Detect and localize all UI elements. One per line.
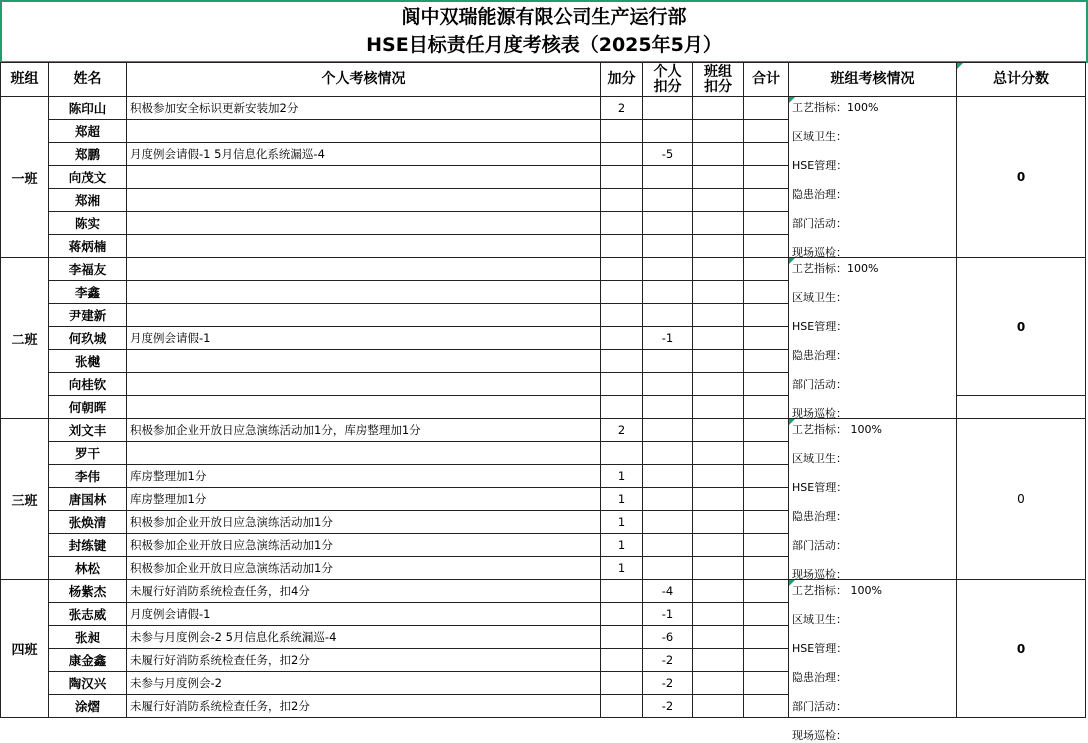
personal-deduct-cell[interactable] [643, 120, 693, 143]
add-score-cell[interactable] [601, 212, 643, 235]
team-check-cell[interactable] [789, 97, 957, 258]
add-score-cell[interactable]: 1 [601, 557, 643, 580]
sum-cell[interactable] [744, 350, 789, 373]
team-cell: 四班 [0, 580, 49, 718]
situation-cell[interactable]: 积极参加企业开放日应急演练活动加1分，库房整理加1分 [127, 419, 601, 442]
team-check-line: 现场巡检： [792, 407, 847, 420]
personal-deduct-cell[interactable] [643, 304, 693, 327]
total-score-cell[interactable]: 0 [957, 97, 1086, 258]
sum-cell[interactable] [744, 396, 789, 419]
member-name: 陈印山 [49, 97, 127, 120]
total-score-cell[interactable]: 0 [957, 419, 1086, 580]
member-name: 罗干 [49, 442, 127, 465]
team-deduct-cell[interactable] [693, 603, 744, 626]
team-check-cell[interactable] [789, 580, 957, 742]
team-check-line: HSE管理： [792, 481, 848, 494]
add-score-cell[interactable] [601, 373, 643, 396]
header-total [957, 62, 1086, 97]
sum-cell[interactable] [744, 557, 789, 580]
personal-deduct-cell[interactable]: -2 [643, 695, 693, 718]
member-name: 林松 [49, 557, 127, 580]
member-name: 蒋炳楠 [49, 235, 127, 258]
sum-cell[interactable] [744, 442, 789, 465]
member-name: 李鑫 [49, 281, 127, 304]
team-check-line: 工艺指标：100% [792, 101, 879, 114]
title-line-1: 阆中双瑞能源有限公司生产运行部 [401, 6, 687, 28]
sum-cell[interactable] [744, 235, 789, 258]
sum-cell[interactable] [744, 212, 789, 235]
personal-deduct-cell[interactable] [643, 465, 693, 488]
team-deduct-cell[interactable] [693, 212, 744, 235]
member-name: 康金鑫 [49, 649, 127, 672]
member-name: 尹建新 [49, 304, 127, 327]
personal-deduct-cell[interactable] [643, 350, 693, 373]
situation-cell[interactable] [127, 235, 601, 258]
team-deduct-cell[interactable] [693, 442, 744, 465]
add-score-cell[interactable] [601, 281, 643, 304]
personal-deduct-cell[interactable]: -2 [643, 649, 693, 672]
personal-deduct-cell[interactable]: -4 [643, 580, 693, 603]
personal-deduct-cell[interactable]: -6 [643, 626, 693, 649]
team-check-line: 现场巡检： [792, 568, 847, 581]
personal-deduct-cell[interactable]: -1 [643, 327, 693, 350]
personal-deduct-cell[interactable] [643, 511, 693, 534]
member-name: 李伟 [49, 465, 127, 488]
team-check-line: 区域卫生： [792, 613, 847, 626]
member-name: 陶汉兴 [49, 672, 127, 695]
add-score-cell[interactable] [601, 396, 643, 419]
total-score-extra-cell[interactable] [957, 396, 1086, 419]
add-score-cell[interactable] [601, 626, 643, 649]
situation-cell[interactable] [127, 120, 601, 143]
header-personal-deduct: 个人扣分 [643, 62, 693, 97]
header-team-deduct: 班组扣分 [693, 62, 744, 97]
total-score-cell[interactable]: 0 [957, 258, 1086, 396]
team-deduct-cell[interactable] [693, 97, 744, 120]
sum-cell[interactable] [744, 327, 789, 350]
situation-cell[interactable] [127, 442, 601, 465]
team-check-line: 现场巡检： [792, 246, 847, 259]
situation-cell[interactable]: 积极参加企业开放日应急演练活动加1分 [127, 511, 601, 534]
sum-cell[interactable] [744, 465, 789, 488]
add-score-cell[interactable]: 1 [601, 488, 643, 511]
situation-cell[interactable]: 月度例会请假-1 [127, 327, 601, 350]
personal-deduct-cell[interactable] [643, 557, 693, 580]
situation-cell[interactable]: 积极参加企业开放日应急演练活动加1分 [127, 534, 601, 557]
team-deduct-cell[interactable] [693, 189, 744, 212]
team-check-line: 隐患治理： [792, 671, 847, 684]
sum-cell[interactable] [744, 304, 789, 327]
member-name: 张昶 [49, 626, 127, 649]
situation-cell[interactable]: 未参与月度例会-2 [127, 672, 601, 695]
situation-cell[interactable] [127, 304, 601, 327]
team-deduct-cell[interactable] [693, 626, 744, 649]
member-name: 涂熠 [49, 695, 127, 718]
team-deduct-cell[interactable] [693, 396, 744, 419]
team-cell: 二班 [0, 258, 49, 419]
add-score-cell[interactable]: 1 [601, 534, 643, 557]
header-add: 加分 [601, 62, 643, 97]
team-deduct-cell[interactable] [693, 350, 744, 373]
member-name: 封练键 [49, 534, 127, 557]
team-check-line: 现场巡检： [792, 729, 847, 742]
add-score-cell[interactable] [601, 649, 643, 672]
team-deduct-cell[interactable] [693, 373, 744, 396]
team-deduct-cell[interactable] [693, 557, 744, 580]
member-name: 唐国林 [49, 488, 127, 511]
team-check-line: 部门活动： [792, 700, 847, 713]
personal-deduct-cell[interactable]: -1 [643, 603, 693, 626]
add-score-cell[interactable] [601, 442, 643, 465]
sum-cell[interactable] [744, 166, 789, 189]
sum-cell[interactable] [744, 281, 789, 304]
member-name: 郑超 [49, 120, 127, 143]
member-name: 杨紫杰 [49, 580, 127, 603]
team-deduct-cell[interactable] [693, 143, 744, 166]
team-deduct-cell[interactable] [693, 304, 744, 327]
member-name: 张樾 [49, 350, 127, 373]
member-name: 陈实 [49, 212, 127, 235]
team-check-line: 区域卫生： [792, 291, 847, 304]
situation-cell[interactable] [127, 350, 601, 373]
header-total-label: 总计分数 [993, 71, 1049, 87]
header-sum: 合计 [744, 62, 789, 97]
add-score-cell[interactable] [601, 580, 643, 603]
total-score-cell[interactable]: 0 [957, 580, 1086, 718]
team-check-line: 隐患治理： [792, 510, 847, 523]
team-check-line: HSE管理： [792, 320, 848, 333]
team-check-line: 区域卫生： [792, 452, 847, 465]
team-check-line: 区域卫生： [792, 130, 847, 143]
personal-deduct-cell[interactable] [643, 373, 693, 396]
team-deduct-cell[interactable] [693, 580, 744, 603]
add-score-cell[interactable] [601, 143, 643, 166]
situation-cell[interactable] [127, 396, 601, 419]
situation-cell[interactable]: 未参与月度例会-2 5月信息化系统漏巡-4 [127, 626, 601, 649]
sum-cell[interactable] [744, 580, 789, 603]
sum-cell[interactable] [744, 97, 789, 120]
personal-deduct-cell[interactable] [643, 419, 693, 442]
team-check-line: 工艺指标：100% [792, 262, 879, 275]
team-deduct-cell[interactable] [693, 649, 744, 672]
member-name: 向茂文 [49, 166, 127, 189]
team-check-line: 部门活动： [792, 378, 847, 391]
personal-deduct-cell[interactable] [643, 166, 693, 189]
situation-cell[interactable]: 未履行好消防系统检查任务，扣4分 [127, 580, 601, 603]
personal-deduct-cell[interactable] [643, 97, 693, 120]
personal-deduct-cell[interactable] [643, 212, 693, 235]
team-deduct-cell[interactable] [693, 281, 744, 304]
member-name: 何朝晖 [49, 396, 127, 419]
team-deduct-cell[interactable] [693, 534, 744, 557]
situation-cell[interactable]: 积极参加企业开放日应急演练活动加1分 [127, 557, 601, 580]
sum-cell[interactable] [744, 511, 789, 534]
situation-cell[interactable] [127, 281, 601, 304]
situation-cell[interactable] [127, 373, 601, 396]
header-name: 姓名 [49, 62, 127, 97]
situation-cell[interactable]: 积极参加安全标识更新安装加2分 [127, 97, 601, 120]
team-deduct-cell[interactable] [693, 166, 744, 189]
personal-deduct-cell[interactable] [643, 396, 693, 419]
team-deduct-cell[interactable] [693, 511, 744, 534]
add-score-cell[interactable]: 1 [601, 465, 643, 488]
sum-cell[interactable] [744, 695, 789, 718]
add-score-cell[interactable]: 1 [601, 511, 643, 534]
situation-cell[interactable]: 月度例会请假-1 5月信息化系统漏巡-4 [127, 143, 601, 166]
add-score-cell[interactable] [601, 603, 643, 626]
header-situation: 个人考核情况 [127, 62, 601, 97]
situation-cell[interactable]: 未履行好消防系统检查任务，扣2分 [127, 695, 601, 718]
team-deduct-cell[interactable] [693, 672, 744, 695]
comment-marker-icon [957, 63, 963, 69]
add-score-cell[interactable] [601, 235, 643, 258]
add-score-cell[interactable] [601, 672, 643, 695]
sum-cell[interactable] [744, 534, 789, 557]
add-score-cell[interactable]: 2 [601, 97, 643, 120]
sum-cell[interactable] [744, 488, 789, 511]
situation-cell[interactable] [127, 258, 601, 281]
team-check-line: HSE管理： [792, 642, 848, 655]
member-name: 何玖城 [49, 327, 127, 350]
situation-cell[interactable] [127, 189, 601, 212]
add-score-cell[interactable]: 2 [601, 419, 643, 442]
sum-cell[interactable] [744, 258, 789, 281]
team-deduct-cell[interactable] [693, 327, 744, 350]
member-name: 张焕清 [49, 511, 127, 534]
team-cell: 三班 [0, 419, 49, 580]
team-check-line: HSE管理： [792, 159, 848, 172]
team-check-line: 部门活动： [792, 539, 847, 552]
sum-cell[interactable] [744, 649, 789, 672]
sum-cell[interactable] [744, 120, 789, 143]
assessment-table [0, 62, 1087, 742]
member-name: 张志威 [49, 603, 127, 626]
member-name: 向桂钦 [49, 373, 127, 396]
sum-cell[interactable] [744, 626, 789, 649]
add-score-cell[interactable] [601, 350, 643, 373]
team-deduct-cell[interactable] [693, 488, 744, 511]
member-name: 刘文丰 [49, 419, 127, 442]
header-team-check: 班组考核情况 [789, 62, 957, 97]
sum-cell[interactable] [744, 603, 789, 626]
sum-cell[interactable] [744, 672, 789, 695]
team-deduct-cell[interactable] [693, 695, 744, 718]
team-check-cell[interactable] [789, 258, 957, 419]
situation-cell[interactable] [127, 166, 601, 189]
personal-deduct-cell[interactable] [643, 189, 693, 212]
team-deduct-cell[interactable] [693, 419, 744, 442]
team-check-line: 隐患治理： [792, 349, 847, 362]
personal-deduct-cell[interactable] [643, 488, 693, 511]
team-check-line: 隐患治理： [792, 188, 847, 201]
situation-cell[interactable]: 库房整理加1分 [127, 465, 601, 488]
situation-cell[interactable]: 月度例会请假-1 [127, 603, 601, 626]
add-score-cell[interactable] [601, 258, 643, 281]
situation-cell[interactable]: 库房整理加1分 [127, 488, 601, 511]
add-score-cell[interactable] [601, 327, 643, 350]
team-deduct-cell[interactable] [693, 465, 744, 488]
add-score-cell[interactable] [601, 120, 643, 143]
sum-cell[interactable] [744, 189, 789, 212]
member-name: 郑鹏 [49, 143, 127, 166]
situation-cell[interactable] [127, 212, 601, 235]
team-check-cell[interactable] [789, 419, 957, 580]
personal-deduct-cell[interactable] [643, 258, 693, 281]
sum-cell[interactable] [744, 419, 789, 442]
add-score-cell[interactable] [601, 166, 643, 189]
team-deduct-cell[interactable] [693, 258, 744, 281]
add-score-cell[interactable] [601, 304, 643, 327]
sum-cell[interactable] [744, 143, 789, 166]
personal-deduct-cell[interactable]: -5 [643, 143, 693, 166]
member-name: 李福友 [49, 258, 127, 281]
personal-deduct-cell[interactable]: -2 [643, 672, 693, 695]
personal-deduct-cell[interactable] [643, 442, 693, 465]
team-deduct-cell[interactable] [693, 120, 744, 143]
situation-cell[interactable]: 未履行好消防系统检查任务，扣2分 [127, 649, 601, 672]
team-check-line: 工艺指标： 100% [792, 584, 882, 597]
title-line-2: HSE目标责任月度考核表（2025年5月） [366, 34, 722, 56]
team-check-line: 部门活动： [792, 217, 847, 230]
add-score-cell[interactable] [601, 695, 643, 718]
team-check-line: 工艺指标： 100% [792, 423, 882, 436]
add-score-cell[interactable] [601, 189, 643, 212]
team-deduct-cell[interactable] [693, 235, 744, 258]
personal-deduct-cell[interactable] [643, 534, 693, 557]
team-cell: 一班 [0, 97, 49, 258]
member-name: 郑湘 [49, 189, 127, 212]
personal-deduct-cell[interactable] [643, 235, 693, 258]
sum-cell[interactable] [744, 373, 789, 396]
header-team: 班组 [0, 62, 49, 97]
personal-deduct-cell[interactable] [643, 281, 693, 304]
